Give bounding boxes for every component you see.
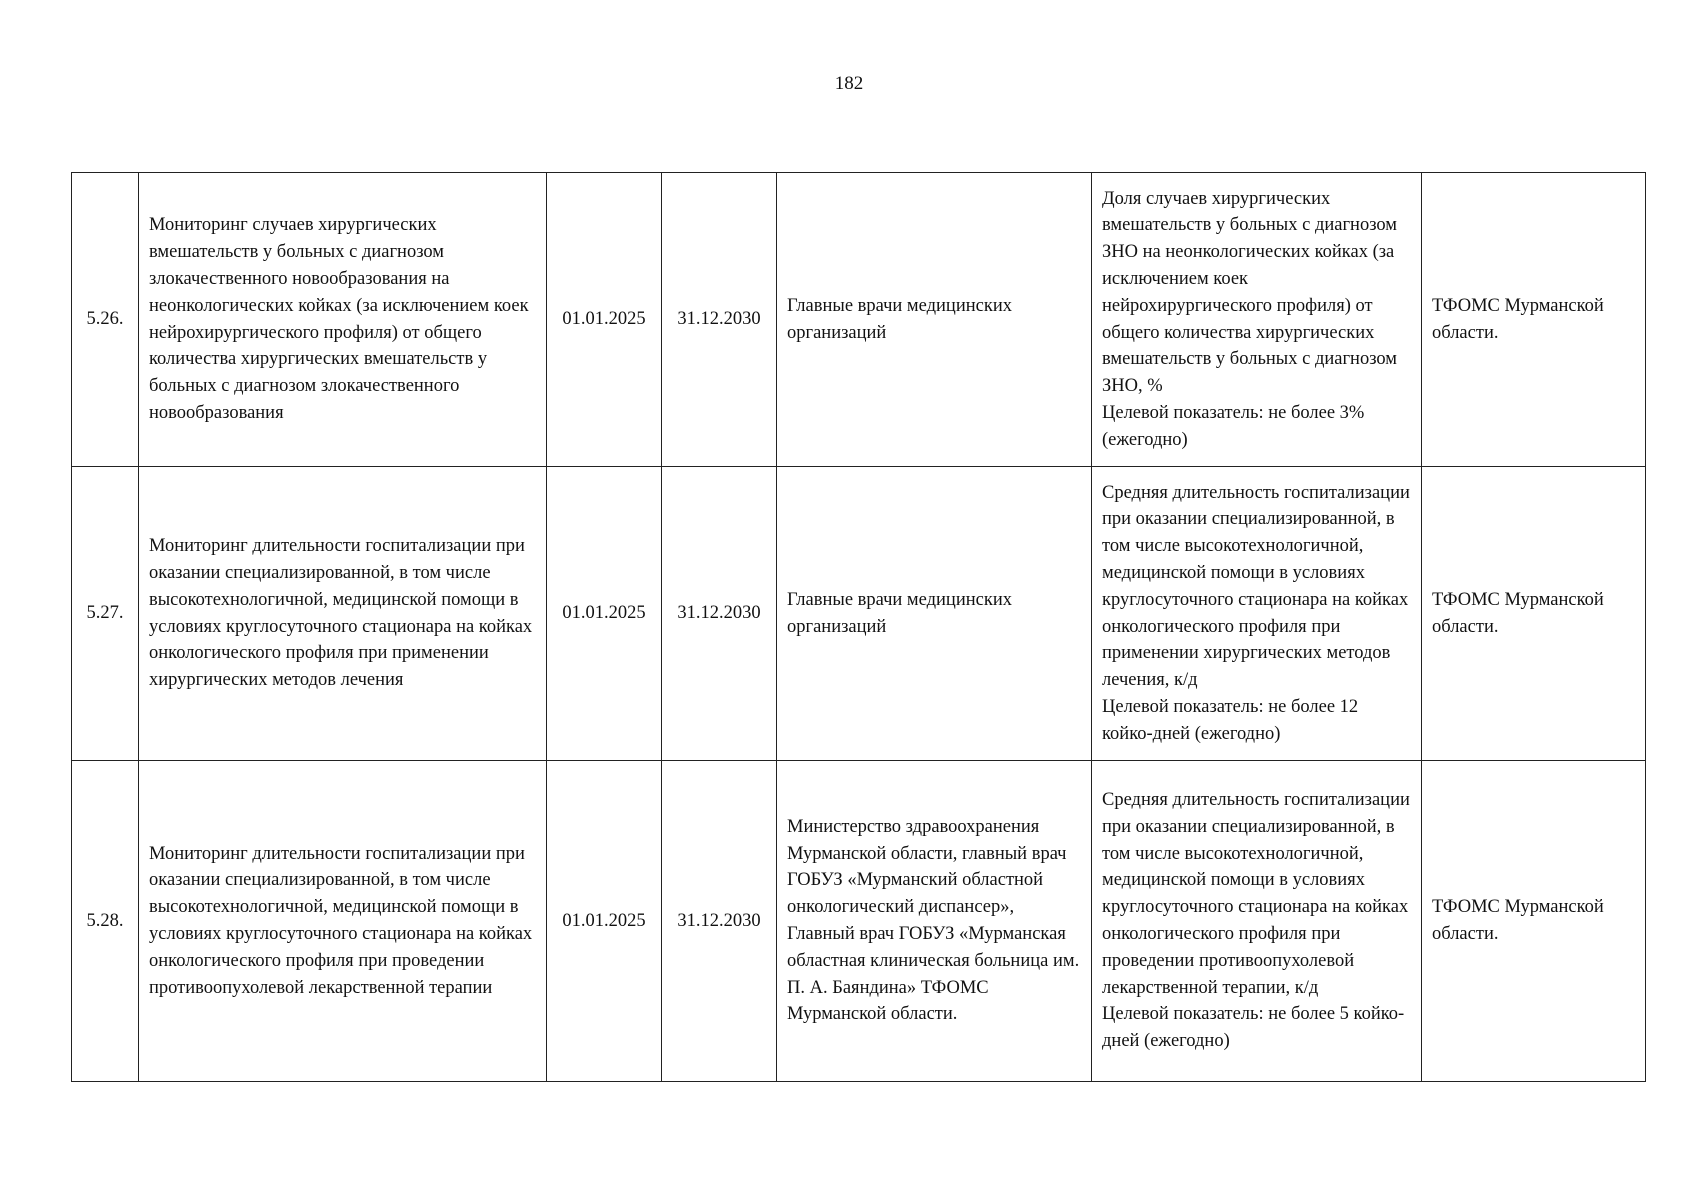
control-cell: ТФОМС Мурманской области. [1422, 761, 1646, 1082]
indicator-cell [1092, 761, 1422, 1082]
responsible-cell: Главные врачи медицинских организаций [777, 173, 1092, 467]
end-date-cell: 31.12.2030 [662, 761, 777, 1082]
indicator-cell [1092, 173, 1422, 467]
target-text: Целевой показатель: не более 3% (ежегодно) [1102, 402, 1365, 450]
event-cell: Мониторинг длительности госпитализации при оказании специализированной, в том числе высокотехнологичной, медицинской помощи в условиях круглосуточного стационара на койках онкологического профиля при проведении противоопухолевой лекарственной терапии [139, 761, 547, 1082]
event-cell: Мониторинг случаев хирургических вмешательств у больных с диагнозом злокачественного новообразования на неонкологических койках (за исключением коек нейрохирургического профиля) от общего количества хирургических вмешательств у больных с диагнозом злокачественного новообразования [139, 173, 547, 467]
indicator-text: Доля случаев хирургических вмешательств у больных с диагнозом ЗНО на неонкологических койках (за исключением коек нейрохирургического профиля) от общего количества хирургических вмешательств у больных с диагнозом ЗНО, % [1102, 188, 1398, 397]
row-number-cell: 5.27. [72, 467, 139, 761]
table-row [72, 467, 1646, 761]
indicator-cell [1092, 467, 1422, 761]
start-date-cell: 01.01.2025 [547, 173, 662, 467]
target-text: Целевой показатель: не более 12 койко-дней (ежегодно) [1102, 696, 1359, 744]
indicator-text: Средняя длительность госпитализации при оказании специализированной, в том числе высокотехнологичной, медицинской помощи в условиях круглосуточного стационара на койках онкологического профиля при проведении противоопухолевой лекарственной терапии, к/д [1102, 790, 1410, 998]
responsible-cell: Министерство здравоохранения Мурманской области, главный врач ГОБУЗ «Мурманский областной онкологический диспансер», Главный врач ГОБУЗ «Мурманская областная клиническая больница им. П. А. Баяндина» ТФОМС Мурманской области. [777, 761, 1092, 1082]
table-row [72, 173, 1646, 467]
end-date-cell: 31.12.2030 [662, 467, 777, 761]
measures-table [71, 172, 1646, 1082]
row-number-cell: 5.28. [72, 761, 139, 1082]
page-number: 182 [834, 73, 864, 94]
row-number-cell: 5.26. [72, 173, 139, 467]
responsible-cell: Главные врачи медицинских организаций [777, 467, 1092, 761]
table-row [72, 761, 1646, 1082]
event-cell: Мониторинг длительности госпитализации при оказании специализированной, в том числе высокотехнологичной, медицинской помощи в условиях круглосуточного стационара на койках онкологического профиля при применении хирургических методов лечения [139, 467, 547, 761]
control-cell: ТФОМС Мурманской области. [1422, 173, 1646, 467]
start-date-cell: 01.01.2025 [547, 761, 662, 1082]
target-text: Целевой показатель: не более 5 койко-дней (ежегодно) [1102, 1004, 1405, 1052]
control-cell: ТФОМС Мурманской области. [1422, 467, 1646, 761]
start-date-cell: 01.01.2025 [547, 467, 662, 761]
end-date-cell: 31.12.2030 [662, 173, 777, 467]
indicator-text: Средняя длительность госпитализации при оказании специализированной, в том числе высокотехнологичной, медицинской помощи в условиях круглосуточного стационара на койках онкологического профиля при применении хирургических методов лечения, к/д [1102, 482, 1410, 691]
